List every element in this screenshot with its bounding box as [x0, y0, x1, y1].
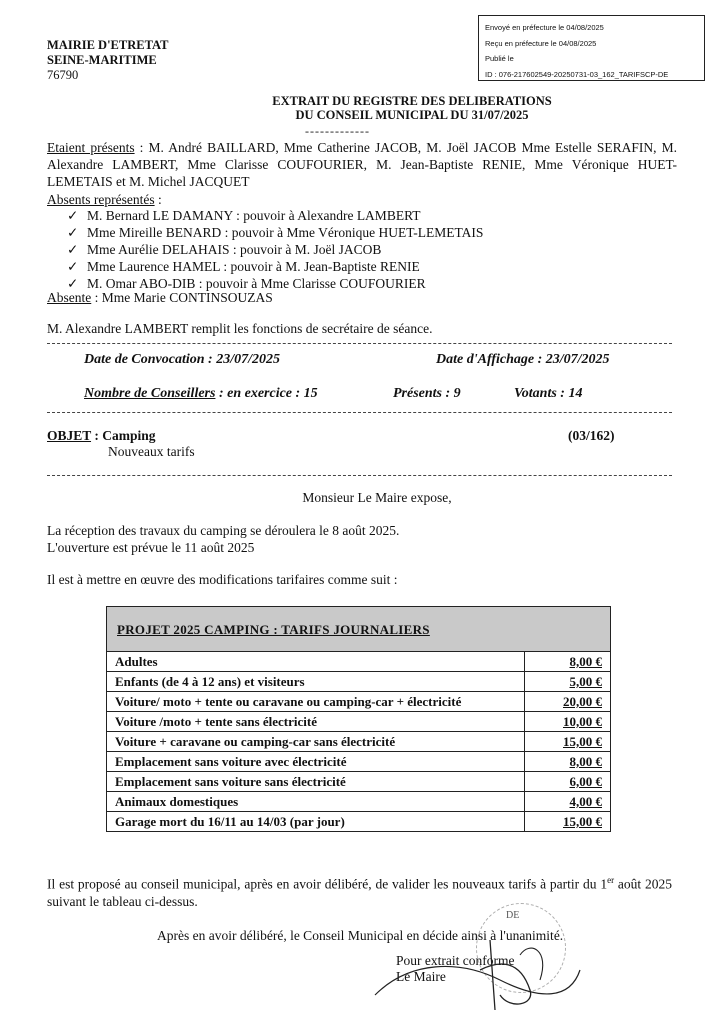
objet-title: : Camping — [91, 428, 156, 443]
absent-entry: Mme Aurélie DELAHAIS : pouvoir à M. Joël JACOB — [87, 242, 382, 257]
pref-publie: Publié le — [485, 54, 514, 63]
departement-name: SEINE-MARITIME — [47, 53, 157, 67]
list-item — [67, 241, 483, 258]
tarif-label: Adultes — [107, 652, 525, 672]
title-line2: DU CONSEIL MUNICIPAL DU 31/07/2025 — [295, 108, 529, 122]
tarif-label: Enfants (de 4 à 12 ans) et visiteurs — [107, 672, 525, 692]
list-item — [67, 207, 483, 224]
absents-heading — [47, 192, 162, 208]
date-convocation: Date de Convocation : 23/07/2025 — [84, 352, 280, 367]
votants-count: Votants : 14 — [514, 386, 583, 401]
tarifs-table — [106, 606, 611, 832]
tarif-price: 15,00 € — [525, 732, 611, 752]
tarif-label: Voiture/ moto + tente ou caravane ou camping-car + électricité — [107, 692, 525, 712]
presents-label: Etaient présents — [47, 140, 135, 155]
modifications-line: Il est à mettre en œuvre des modifications tarifaires comme suit : — [47, 572, 398, 587]
presents-paragraph — [47, 139, 677, 190]
pour-extrait: Pour extrait conforme — [396, 953, 515, 968]
prefecture-stamp — [478, 15, 705, 81]
ouverture-line: L'ouverture est prévue le 11 août 2025 — [47, 540, 255, 555]
table-row — [107, 812, 611, 832]
secretaire-line: M. Alexandre LAMBERT remplit les fonctions de secrétaire de séance. — [47, 321, 433, 336]
document-title — [0, 94, 724, 122]
proposition-sup: er — [607, 875, 615, 885]
nombre-label: Nombre de Conseillers — [84, 386, 216, 401]
signature-icon — [370, 900, 590, 1020]
nombre-conseillers — [84, 386, 318, 402]
check-icon: ✓ — [67, 276, 79, 291]
date-affichage: Date d'Affichage : 23/07/2025 — [436, 352, 610, 367]
table-row — [107, 792, 611, 812]
tarif-price: 8,00 € — [525, 652, 611, 672]
mairie-header — [47, 38, 168, 83]
tarif-label: Animaux domestiques — [107, 792, 525, 812]
table-row — [107, 712, 611, 732]
seal-text: DE — [506, 910, 520, 921]
le-maire: Le Maire — [396, 969, 446, 984]
table-row — [107, 692, 611, 712]
tarif-price: 4,00 € — [525, 792, 611, 812]
table-header-row — [107, 607, 611, 652]
absents-colon: : — [154, 192, 162, 207]
list-item — [67, 224, 483, 241]
table-row — [107, 752, 611, 772]
tarif-label: Emplacement sans voiture avec électricité — [107, 752, 525, 772]
presents-text: : M. André BAILLARD, Mme Catherine JACOB, M. Joël JACOB Mme Estelle SERAFIN, M. Alexandre LAMBERT, Mme Clarisse COUFOURIER, M. Jean-Baptiste RENIE, Mme Véronique HUET-LEMETAIS et M. Michel JACQUET — [47, 140, 677, 189]
deliberation-number: (03/162) — [568, 428, 615, 443]
commune-name: MAIRIE D'ETRETAT — [47, 38, 169, 52]
pref-recu: Reçu en préfecture le 04/08/2025 — [485, 38, 597, 48]
tarif-label: Voiture + caravane ou camping-car sans électricité — [107, 732, 525, 752]
pref-envoye: Envoyé en préfecture le 04/08/2025 — [485, 23, 604, 32]
tarif-price: 5,00 € — [525, 672, 611, 692]
tarif-label: Emplacement sans voiture sans électricité — [107, 772, 525, 792]
table-heading — [107, 607, 611, 652]
absents-list — [67, 207, 483, 292]
table-row — [107, 772, 611, 792]
proposition-text: Il est proposé au conseil municipal, après en avoir délibéré, de valider les nouveaux tarifs à partir du 1 — [47, 876, 608, 892]
absente-line — [47, 290, 273, 306]
absente-text: : Mme Marie CONTINSOUZAS — [91, 290, 273, 305]
dashed-divider — [47, 412, 672, 413]
check-icon: ✓ — [67, 225, 79, 240]
decision-line: Après en avoir délibéré, le Conseil Municipal en décide ainsi à l'unanimité. — [157, 928, 564, 943]
tarif-price: 15,00 € — [525, 812, 611, 832]
dashed-divider — [47, 343, 672, 344]
table-row — [107, 672, 611, 692]
presents-count: Présents : 9 — [393, 386, 461, 401]
objet-label: OBJET — [47, 428, 92, 443]
tarif-price: 6,00 € — [525, 772, 611, 792]
absent-entry: M. Omar ABO-DIB : pouvoir à Mme Clarisse COUFOURIER — [87, 276, 426, 291]
table-row — [107, 652, 611, 672]
absents-label: Absents représentés — [47, 192, 155, 207]
tarif-price: 10,00 € — [525, 712, 611, 732]
absent-entry: Mme Laurence HAMEL : pouvoir à M. Jean-Baptiste RENIE — [87, 259, 420, 274]
check-icon: ✓ — [67, 259, 79, 274]
table-row — [107, 732, 611, 752]
title-line1: EXTRAIT DU REGISTRE DES DELIBERATIONS — [272, 94, 552, 108]
objet-subtitle: Nouveaux tarifs — [108, 444, 195, 459]
en-exercice: : en exercice : 15 — [215, 386, 318, 401]
list-item — [67, 258, 483, 275]
table-heading-text: PROJET 2025 CAMPING : TARIFS JOURNALIERS — [117, 621, 430, 637]
absent-entry: Mme Mireille BENARD : pouvoir à Mme Véronique HUET-LEMETAIS — [87, 225, 484, 240]
title-separator: ------------- — [305, 124, 370, 138]
tarif-price: 20,00 € — [525, 692, 611, 712]
objet-line — [47, 428, 156, 444]
tarif-label: Garage mort du 16/11 au 14/03 (par jour) — [107, 812, 525, 832]
tarif-price: 8,00 € — [525, 752, 611, 772]
tarif-label: Voiture /moto + tente sans électricité — [107, 712, 525, 732]
pref-id: ID : 076-217602549-20250731-03_162_TARIFSCP-DE — [485, 69, 669, 79]
check-icon: ✓ — [67, 208, 79, 223]
check-icon: ✓ — [67, 242, 79, 257]
reception-line: La réception des travaux du camping se déroulera le 8 août 2025. — [47, 523, 400, 538]
proposition-text-end: août 2025 suivant le tableau ci-dessus. — [47, 876, 672, 909]
absente-label: Absente — [47, 290, 92, 305]
dashed-divider — [47, 475, 672, 476]
expose-line: Monsieur Le Maire expose, — [302, 490, 452, 505]
absent-entry: M. Bernard LE DAMANY : pouvoir à Alexandre LAMBERT — [87, 208, 421, 223]
postal-code: 76790 — [47, 68, 79, 82]
